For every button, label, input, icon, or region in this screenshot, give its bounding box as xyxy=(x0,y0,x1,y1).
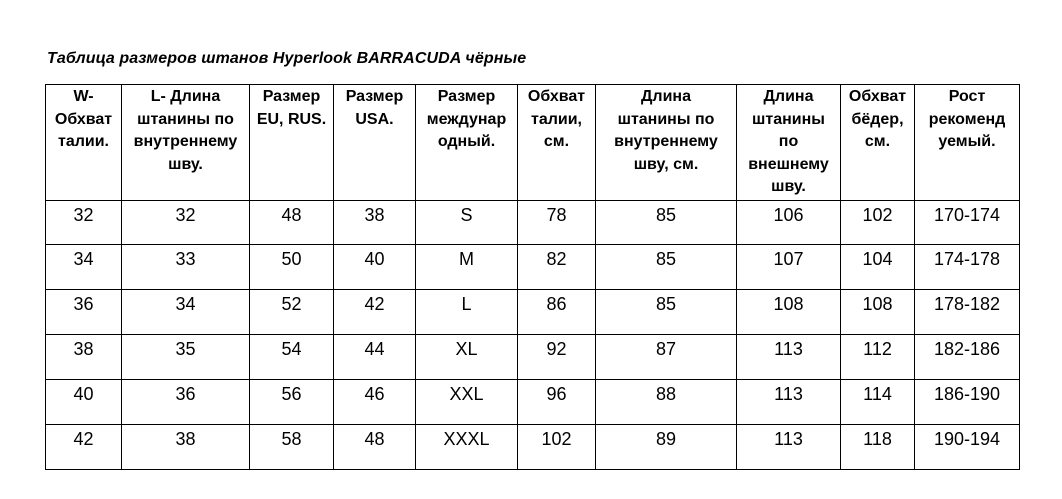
table-cell: XXL xyxy=(416,380,518,425)
table-cell: 182-186 xyxy=(915,335,1020,380)
table-cell: 87 xyxy=(596,335,737,380)
table-cell: XL xyxy=(416,335,518,380)
table-cell: 42 xyxy=(46,425,122,470)
table-row xyxy=(46,380,1020,425)
table-cell: 32 xyxy=(46,201,122,245)
table-cell: 36 xyxy=(122,380,250,425)
table-cell: 34 xyxy=(46,245,122,290)
table-cell: 58 xyxy=(250,425,334,470)
table-cell: 113 xyxy=(737,425,841,470)
header-size-international: Размер междунар одный. xyxy=(416,85,518,201)
table-row xyxy=(46,245,1020,290)
table-cell: 44 xyxy=(334,335,416,380)
table-cell: S xyxy=(416,201,518,245)
table-cell: 32 xyxy=(122,201,250,245)
table-cell: L xyxy=(416,290,518,335)
header-inseam-cm: Длина штанины по внутреннему шву, см. xyxy=(596,85,737,201)
table-row xyxy=(46,425,1020,470)
table-cell: 38 xyxy=(334,201,416,245)
table-cell: 46 xyxy=(334,380,416,425)
table-cell: 92 xyxy=(518,335,596,380)
header-hips-cm: Обхват бёдер, см. xyxy=(841,85,915,201)
table-cell: 85 xyxy=(596,290,737,335)
table-cell: 85 xyxy=(596,245,737,290)
table-cell: 35 xyxy=(122,335,250,380)
table-cell: 174-178 xyxy=(915,245,1020,290)
header-recommended-height: Рост рекоменд уемый. xyxy=(915,85,1020,201)
table-cell: 108 xyxy=(841,290,915,335)
header-size-usa: Размер USA. xyxy=(334,85,416,201)
table-cell: 82 xyxy=(518,245,596,290)
table-cell: 86 xyxy=(518,290,596,335)
table-row xyxy=(46,201,1020,245)
table-cell: 56 xyxy=(250,380,334,425)
table-cell: 88 xyxy=(596,380,737,425)
table-cell: M xyxy=(416,245,518,290)
table-cell: 38 xyxy=(122,425,250,470)
table-cell: 106 xyxy=(737,201,841,245)
table-cell: 40 xyxy=(334,245,416,290)
table-cell: 33 xyxy=(122,245,250,290)
table-cell: 178-182 xyxy=(915,290,1020,335)
table-cell: 118 xyxy=(841,425,915,470)
table-cell: 102 xyxy=(518,425,596,470)
header-outseam: Длина штанины по внешнему шву. xyxy=(737,85,841,201)
table-cell: 104 xyxy=(841,245,915,290)
table-cell: 40 xyxy=(46,380,122,425)
table-cell: 186-190 xyxy=(915,380,1020,425)
table-cell: 54 xyxy=(250,335,334,380)
table-cell: 38 xyxy=(46,335,122,380)
table-cell: 170-174 xyxy=(915,201,1020,245)
header-inseam-l: L- Длина штанины по внутреннему шву. xyxy=(122,85,250,201)
table-cell: 112 xyxy=(841,335,915,380)
table-cell: 48 xyxy=(250,201,334,245)
document-title: Таблица размеров штанов Hyperlook BARRACUDA чёрные xyxy=(47,50,527,67)
table-cell: 190-194 xyxy=(915,425,1020,470)
table-cell: 102 xyxy=(841,201,915,245)
table-cell: 107 xyxy=(737,245,841,290)
table-cell: 89 xyxy=(596,425,737,470)
table-cell: 36 xyxy=(46,290,122,335)
table-cell: 96 xyxy=(518,380,596,425)
table-header-row xyxy=(46,85,1020,201)
size-chart-table xyxy=(45,84,1020,470)
table-row xyxy=(46,290,1020,335)
table-cell: 50 xyxy=(250,245,334,290)
table-cell: 113 xyxy=(737,335,841,380)
header-waist-w: W- Обхват талии. xyxy=(46,85,122,201)
table-cell: XXXL xyxy=(416,425,518,470)
table-cell: 34 xyxy=(122,290,250,335)
header-size-eu-rus: Размер EU, RUS. xyxy=(250,85,334,201)
table-row xyxy=(46,335,1020,380)
table-cell: 113 xyxy=(737,380,841,425)
table-cell: 85 xyxy=(596,201,737,245)
table-cell: 48 xyxy=(334,425,416,470)
table-cell: 78 xyxy=(518,201,596,245)
header-waist-cm: Обхват талии, см. xyxy=(518,85,596,201)
table-cell: 42 xyxy=(334,290,416,335)
table-cell: 108 xyxy=(737,290,841,335)
table-cell: 114 xyxy=(841,380,915,425)
table-cell: 52 xyxy=(250,290,334,335)
